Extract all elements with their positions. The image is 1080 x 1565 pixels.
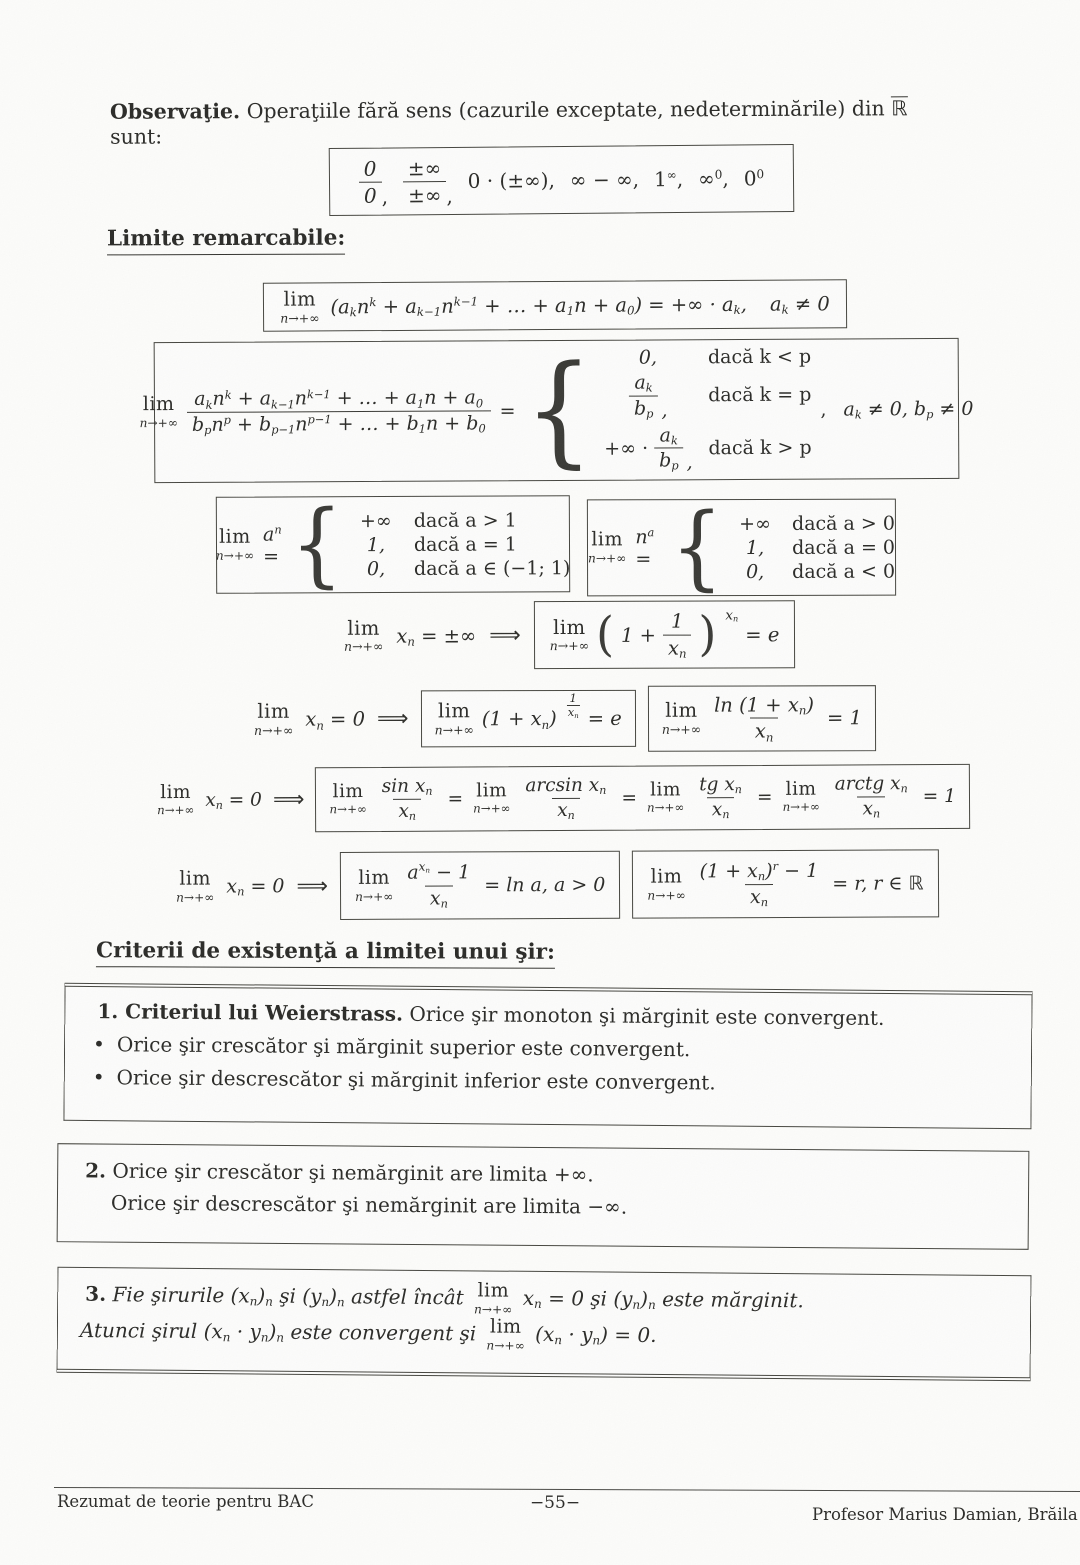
lim-subscript: n→+∞ [329, 802, 367, 817]
case-value [629, 371, 668, 422]
base-a: a [407, 861, 419, 884]
lim-subscript: n→+∞ [344, 638, 384, 654]
result-ln-a: = ln a, a > 0 [484, 873, 606, 897]
fraction-denominator: $x_n$ [707, 797, 735, 822]
case-condition: dacă k > p [708, 436, 812, 459]
fraction-numerator: $\sin x_n$ [381, 775, 433, 798]
case-value: +∞ [739, 512, 771, 535]
case-value: 0, [638, 346, 658, 369]
lim-word: lim [476, 780, 508, 802]
case-condition: dacă k < p [707, 345, 812, 369]
lim-word: lim [218, 526, 251, 549]
one-plus: 1 + [620, 623, 656, 647]
hypothesis-expression: $x_n = 0$ [226, 875, 285, 899]
criterion-title: Criteriul lui Weierstrass. [118, 999, 404, 1026]
lim-operator [157, 781, 195, 818]
bullet-statement: Orice şir crescător şi mărginit superior este convergent. [116, 1032, 691, 1062]
fraction [695, 859, 824, 910]
comma: , [686, 451, 693, 474]
lim-subscript: n→+∞ [434, 722, 474, 738]
lim-subscript: n→+∞ [355, 889, 394, 904]
fraction-denominator: ±∞ [403, 181, 447, 208]
fraction-denominator: $x_n$ [552, 798, 580, 823]
e-and-ln-limits-row [254, 685, 876, 752]
lim-operator [661, 698, 702, 737]
case-row [732, 536, 895, 558]
lim-operator [355, 866, 394, 904]
op-inf-to-zero: ∞$^0$, [698, 166, 729, 191]
equals-sign: = [499, 399, 516, 422]
implies-arrow-icon: ⟹ [376, 706, 409, 732]
bullet-line [93, 1032, 1013, 1064]
criterion-statement: Orice şir descrescător şi nemărginit are limita −∞. [110, 1190, 628, 1219]
fraction-numerator: $(1 + x_n)^r - 1$ [699, 859, 819, 884]
fraction-numerator: $\arcsin x_n$ [525, 774, 607, 797]
heading-limite-remarcabile [107, 226, 345, 256]
case-value: 0, [366, 557, 386, 580]
coefficient-condition: $a_k \ne 0$ [769, 292, 830, 317]
case-row [732, 560, 895, 582]
case-condition: dacă a = 0 [792, 536, 896, 559]
fraction-numerator: $a_kn^k + a_{k-1}n^{k-1}$ + … + $a_1n + a_0$ [194, 386, 484, 412]
cases-list [352, 509, 571, 580]
case-value: 0, [746, 560, 765, 583]
lim-subscript: n→+∞ [661, 721, 702, 737]
hypothesis-expression: $x_n$ = ±∞ [396, 623, 477, 649]
lim-word: lim [477, 1279, 510, 1302]
lim-operator [486, 1315, 525, 1353]
one-plus-xn-power-box [420, 690, 635, 748]
lim-operator [550, 617, 589, 652]
lim-operator [344, 618, 383, 653]
lim-word: lim [489, 1315, 522, 1338]
cases-brace: { [524, 339, 594, 481]
lim-operator [473, 782, 510, 816]
polynomial-limit-box [263, 279, 847, 332]
power-ratio-limit-box [632, 849, 938, 919]
case-row [602, 370, 811, 421]
hypothesis-expression: $x_n = 0$ [305, 707, 366, 733]
plus-infinity-times: +∞ · [604, 437, 649, 460]
criterion-3-box [57, 1267, 1032, 1381]
criterion-2-line-2 [111, 1191, 1010, 1222]
power-sequence-limit-box [587, 493, 896, 601]
exponent: $x_n$ [725, 607, 739, 624]
equals-sign: = [756, 786, 773, 809]
fraction-denominator: $x_n$ [857, 796, 885, 821]
lim-word: lim [347, 616, 380, 640]
cases-brace: { [290, 490, 344, 598]
fraction-numerator: arctg $x_n$ [834, 773, 908, 796]
fraction-numerator: $\ln (1 + x_n)$ [714, 693, 814, 718]
hypothesis-expression: $x_n = 0$ [205, 789, 262, 812]
tg-fraction [694, 773, 747, 822]
criterion-statement: Orice şir monoton şi mărginit este convergent. [402, 1001, 885, 1030]
fraction-denominator: $x_n$ [425, 885, 453, 911]
lim-word: lim [650, 865, 683, 888]
trig-limits-row [157, 764, 970, 833]
lim-subscript: n→+∞ [486, 1338, 525, 1353]
case-condition: dacă a ∈ (−1; 1) [413, 556, 571, 580]
exponent-denominator: $x_n$ [567, 705, 579, 721]
exponent-numerator: 1 [569, 690, 577, 705]
implies-arrow-icon: ⟹ [489, 622, 521, 648]
equals-sign: = [621, 787, 637, 809]
fraction-denominator: $x_n$ [750, 718, 779, 744]
lim-operator [329, 780, 367, 817]
exponent-fraction [567, 691, 580, 720]
lim-subscript: n→+∞ [139, 416, 178, 431]
criterion-statement: Fie şirurile $(x_n)_n$ şi $(y_n)_n$ astfel încât [106, 1281, 464, 1310]
lim-subscript: n→+∞ [215, 549, 255, 564]
heading-text: Criterii de existenţă a limitei unui şir: [96, 938, 555, 969]
coefficients-condition: $a_k \ne 0$, $b_p \ne 0$ [843, 397, 974, 422]
footer-right-text: Profesor Marius Damian, Brăila [812, 1505, 1078, 1524]
case-value [604, 423, 693, 474]
heading-criterii-existenta [96, 938, 555, 969]
bullet-statement: Orice şir descrescător şi mărginit inferior este convergent. [116, 1065, 716, 1095]
a-power-n-expression: $a^n$ = [262, 522, 282, 568]
fraction-denominator: $x_n$ [393, 799, 421, 824]
lim-operator [647, 865, 686, 903]
geometric-limit-content [215, 490, 571, 598]
polynomial-expression: ($a_kn^k + a_{k-1}n^{k-1}$ + … + $a_1n + a_0$) = +∞ · $a_k$, [330, 292, 747, 320]
op-zero-times-inf: 0 · (±∞), [467, 168, 555, 193]
exponent: xn [418, 859, 431, 875]
op-inf-minus-inf: ∞ − ∞, [569, 167, 640, 192]
cases-list [602, 346, 812, 474]
lim-operator [176, 867, 215, 905]
comma: , [661, 398, 668, 421]
criterion-3-line-2 [80, 1314, 1016, 1356]
rational-fraction [187, 386, 491, 438]
fraction [654, 423, 684, 474]
case-value: 1, [745, 536, 765, 559]
euler-limit-row [344, 600, 796, 670]
lim-word: lim [179, 867, 212, 890]
op-zero-over-zero [359, 155, 389, 208]
power-limit-content [588, 493, 896, 601]
fraction-numerator: tg $x_n$ [699, 774, 742, 797]
geometric-sequence-limit-box [215, 490, 571, 598]
bullet-line [93, 1065, 1013, 1097]
footer-left [57, 1492, 314, 1511]
criterion-statement: $x_n = 0$ şi $(y_n)_n$ este mărginit. [522, 1285, 804, 1312]
fraction-denominator: $x_n$ [745, 884, 773, 910]
case-value: +∞ [359, 509, 392, 532]
fraction-numerator: 0 [363, 156, 377, 181]
observation-tail: sunt: [110, 124, 163, 149]
lim-subscript: n→+∞ [473, 801, 511, 816]
fraction [402, 860, 475, 911]
fraction [403, 155, 447, 208]
comma: , [381, 184, 389, 209]
lim-word: lim [160, 781, 192, 803]
footer-right [812, 1505, 1078, 1524]
criterion-3-line-1 [85, 1278, 1016, 1320]
rational-limit-box [139, 338, 974, 483]
case-row [352, 509, 570, 532]
left-paren: ( [595, 606, 615, 662]
fraction-denominator: $b_p$ [654, 448, 684, 474]
lim-subscript: n→+∞ [157, 803, 195, 818]
case-condition: dacă a > 1 [413, 508, 517, 532]
heading-text: Limite remarcabile: [107, 226, 345, 256]
case-row [352, 533, 570, 556]
rational-limit-content [139, 339, 974, 482]
ln-limit-box [648, 685, 876, 751]
cases-brace: { [670, 493, 724, 601]
op-inf-over-inf [403, 154, 453, 207]
bullet-icon: • [92, 1065, 105, 1090]
fraction [663, 609, 692, 661]
lim-word: lim [358, 866, 391, 889]
fraction-denominator: 0 [359, 181, 382, 208]
lim-operator [474, 1281, 513, 1315]
rbar-extended-reals-symbol: ℝ [891, 96, 908, 121]
case-condition: dacă a = 1 [413, 532, 517, 556]
equals-sign: = [447, 788, 464, 810]
result-equals-one: = 1 [922, 785, 956, 808]
criterion-number: 3. [85, 1281, 107, 1306]
fraction [709, 692, 819, 744]
lim-subscript: n→+∞ [176, 890, 215, 905]
lim-operator [216, 528, 254, 562]
op-one-to-inf: 1∞, [653, 166, 684, 192]
lim-subscript: n→+∞ [280, 309, 320, 326]
result-equals-e: = e [745, 622, 780, 646]
comma: , [820, 398, 827, 421]
criterion-statement: Orice şir crescător şi nemărginit are limita +∞. [105, 1158, 594, 1187]
lim-subscript: n→+∞ [588, 551, 627, 566]
criterion-number: 2. [85, 1158, 107, 1183]
case-condition: dacă k = p [708, 383, 812, 407]
criterion-1-box [63, 983, 1032, 1129]
arctg-fraction [830, 772, 913, 822]
undefined-operations-box [329, 144, 795, 216]
lim-word: lim [142, 393, 175, 416]
fraction-denominator: $b_pn^p + b_{p-1}n^{p-1}$ + … + $b_1n + b_0$ [187, 410, 491, 437]
lim-word: lim [591, 528, 624, 551]
case-row [352, 557, 570, 580]
page-number [475, 1493, 635, 1513]
lim-subscript: n→+∞ [254, 722, 294, 738]
result-equals-one: = 1 [826, 706, 862, 730]
implies-arrow-icon: ⟹ [272, 787, 305, 813]
lim-word: lim [650, 779, 682, 801]
right-paren: ) [698, 605, 717, 662]
fraction-numerator: 1 [670, 609, 684, 633]
fraction-numerator: $a_k$ [659, 423, 678, 448]
base-expression: $(1 + x_n)$ [481, 707, 557, 732]
criterion-statement: Atunci şirul $(x_n \cdot y_n)_n$ este convergent şi [79, 1317, 477, 1346]
criterion-number: 1. [97, 999, 119, 1024]
fraction [359, 155, 382, 208]
criterion-2-box [57, 1143, 1030, 1250]
result-equals-e: = e [587, 707, 622, 731]
trig-limits-box [315, 764, 970, 833]
observation-lead: Observaţie. [109, 99, 241, 124]
fraction-numerator [402, 860, 475, 885]
fraction-numerator: $a_k$ [634, 371, 653, 395]
lim-operator [782, 778, 820, 815]
lim-word: lim [283, 287, 317, 311]
lim-subscript: n→+∞ [647, 888, 686, 903]
lim-operator [647, 781, 684, 815]
euler-limit-box [534, 600, 796, 669]
fraction-denominator: $b_p$ [629, 395, 659, 421]
lim-word: lim [785, 778, 817, 800]
criterion-statement: $(x_n \cdot y_n) = 0$. [535, 1321, 657, 1348]
arcsin-fraction [520, 774, 611, 824]
lim-operator [139, 395, 178, 429]
implies-arrow-icon: ⟹ [296, 873, 329, 899]
observation-body: Operaţiile fără sens (cazurile exceptate, nedeterminările) din [240, 96, 892, 124]
result-equals-r: = r, r ∈ ℝ [832, 872, 924, 895]
lim-subscript: n→+∞ [473, 1302, 513, 1317]
lim-word: lim [332, 780, 364, 803]
case-condition: dacă a < 0 [792, 560, 896, 583]
bullet-icon: • [92, 1032, 105, 1057]
fraction-denominator: $x_n$ [663, 634, 692, 660]
case-row [602, 422, 811, 473]
minus-one: − 1 [436, 861, 471, 884]
fraction-numerator: ±∞ [407, 155, 442, 180]
lim-operator [434, 699, 474, 738]
case-row [602, 346, 811, 369]
case-condition: dacă a > 0 [791, 512, 895, 535]
lim-word: lim [437, 699, 471, 723]
n-power-a-expression: $n^a$ = [635, 525, 655, 570]
lim-word: lim [665, 698, 698, 723]
lim-subscript: n→+∞ [646, 800, 685, 815]
lim-word: lim [553, 615, 586, 639]
footer-left-text: Rezumat de teorie pentru BAC [57, 1492, 314, 1511]
observation-note [110, 96, 910, 148]
lim-subscript: n→+∞ [549, 637, 590, 654]
cases-list [732, 512, 895, 582]
lim-operator [254, 702, 293, 737]
exp-ratio-limit-box [340, 851, 621, 921]
case-value: 1, [366, 533, 386, 556]
fraction [629, 371, 659, 422]
page-number-text: −55− [529, 1493, 581, 1513]
criterion-2-line-1 [85, 1158, 1010, 1189]
comma: , [446, 183, 453, 208]
lim-subscript: n→+∞ [782, 800, 820, 815]
lim-word: lim [257, 700, 290, 724]
criterion-1-line [97, 999, 1013, 1031]
lim-operator [280, 289, 320, 324]
sin-fraction [377, 775, 438, 824]
lim-operator [588, 528, 627, 566]
case-row [732, 512, 895, 534]
exp-power-limits-row [176, 849, 939, 921]
op-zero-to-zero: $0^0$ [743, 166, 765, 191]
